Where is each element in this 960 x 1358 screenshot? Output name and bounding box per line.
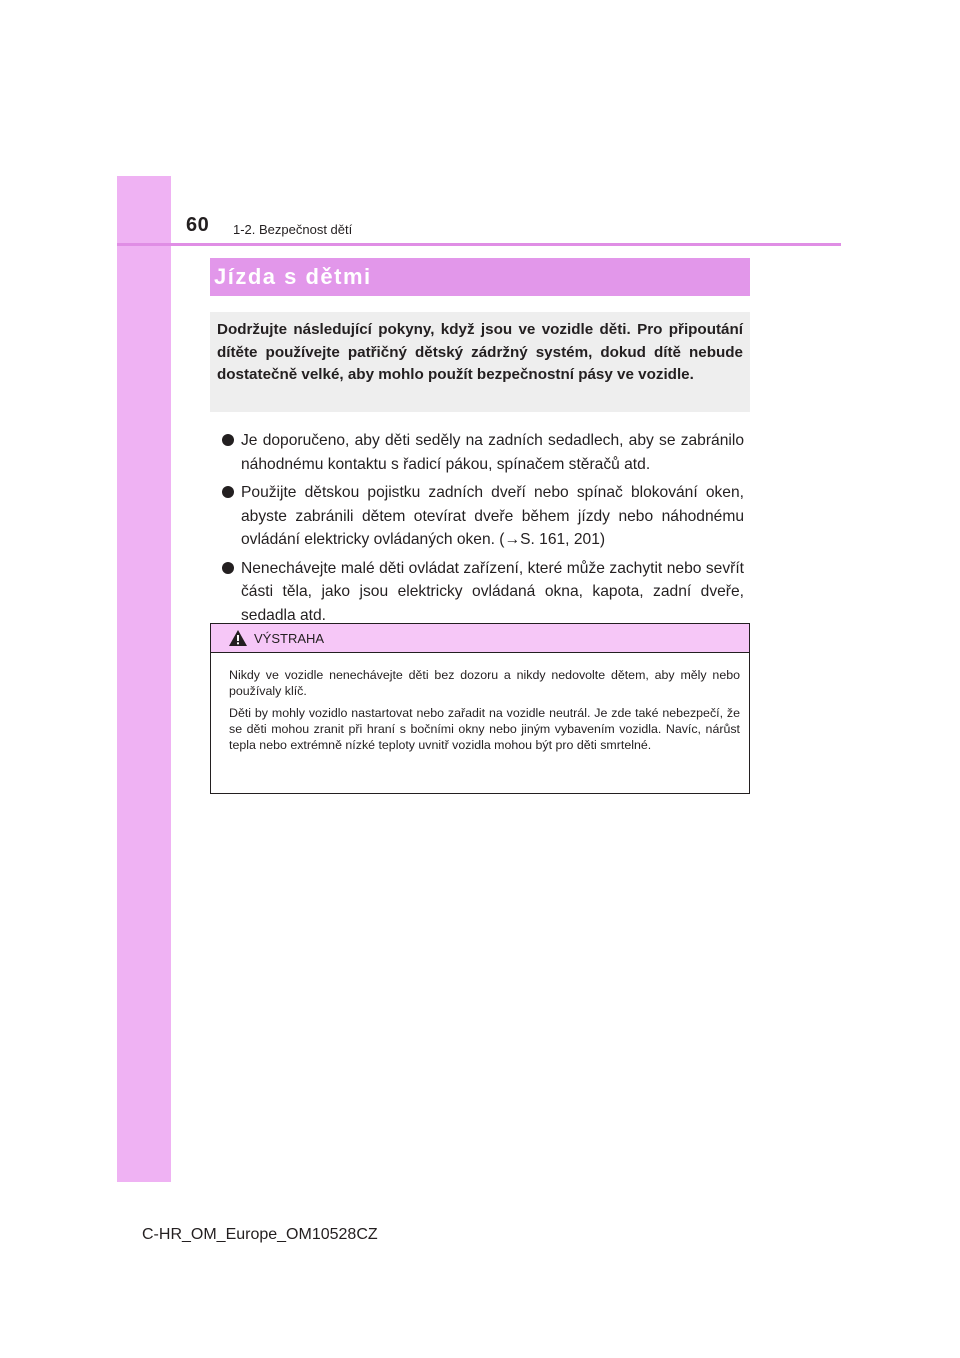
list-item-text: Použijte dětskou pojistku zadních dveří nebo spínač blokování oken, abyste zabránili dětem otevírat dveře během jízdy nebo náhodnému ovládání elektricky ovládaných oken. (→S. 161, 201) xyxy=(241,484,744,548)
side-tab xyxy=(117,176,171,1182)
list-item-text: Nenechávejte malé děti ovládat zařízení, které může zachytit nebo sevřít části těla, jako jsou elektricky ovládaná okna, kapota, zadní dveře, sedadla atd. xyxy=(241,559,744,624)
warning-header xyxy=(211,624,749,653)
intro-text: Dodržujte následující pokyny, když jsou ve vozidle děti. Pro připoutání dítěte používejte patřičný dětský zádržný systém, dokud dítě nebude dostatečně velké, aby mohlo použít bezpečnostní pásy ve vozidle. xyxy=(217,321,743,383)
header-rule xyxy=(117,243,841,246)
page-heading: Jízda s dětmi xyxy=(214,264,372,289)
footer-document-code: C-HR_OM_Europe_OM10528CZ xyxy=(142,1226,378,1243)
bullet-dot-icon xyxy=(222,434,234,446)
warning-body xyxy=(211,653,749,753)
bullet-dot-icon xyxy=(222,486,234,498)
list-item-text: Je doporučeno, aby děti seděly na zadních sedadlech, aby se zabránilo náhodnému kontaktu s řadicí pákou, spínačem stěračů atd. xyxy=(241,432,744,473)
list-item xyxy=(222,429,744,476)
warning-box xyxy=(210,623,750,794)
warning-title: VÝSTRAHA xyxy=(254,630,325,646)
section-title: 1-2. Bezpečnost dětí xyxy=(233,222,353,237)
bullet-list xyxy=(222,429,744,632)
list-item xyxy=(222,557,744,628)
warning-paragraph: Děti by mohly vozidlo nastartovat nebo zařadit na vozidle neutrál. Je zde také nebezpečí, že se děti mohou zranit při hraní s bočními okny nebo jiným vybavením vozidla. Navíc, nárůst tepla nebo extrémně nízké teploty uvnitř vozidla mohou být pro děti smrtelné. xyxy=(229,706,740,752)
intro-box xyxy=(210,312,750,412)
warning-triangle-icon xyxy=(228,629,248,647)
page-number: 60 xyxy=(186,214,210,236)
list-item xyxy=(222,481,744,552)
bullet-dot-icon xyxy=(222,562,234,574)
warning-paragraph: Nikdy ve vozidle nenechávejte děti bez dozoru a nikdy nedovolte dětem, aby měly nebo používaly klíč. xyxy=(229,668,740,698)
heading-bar xyxy=(210,258,750,296)
